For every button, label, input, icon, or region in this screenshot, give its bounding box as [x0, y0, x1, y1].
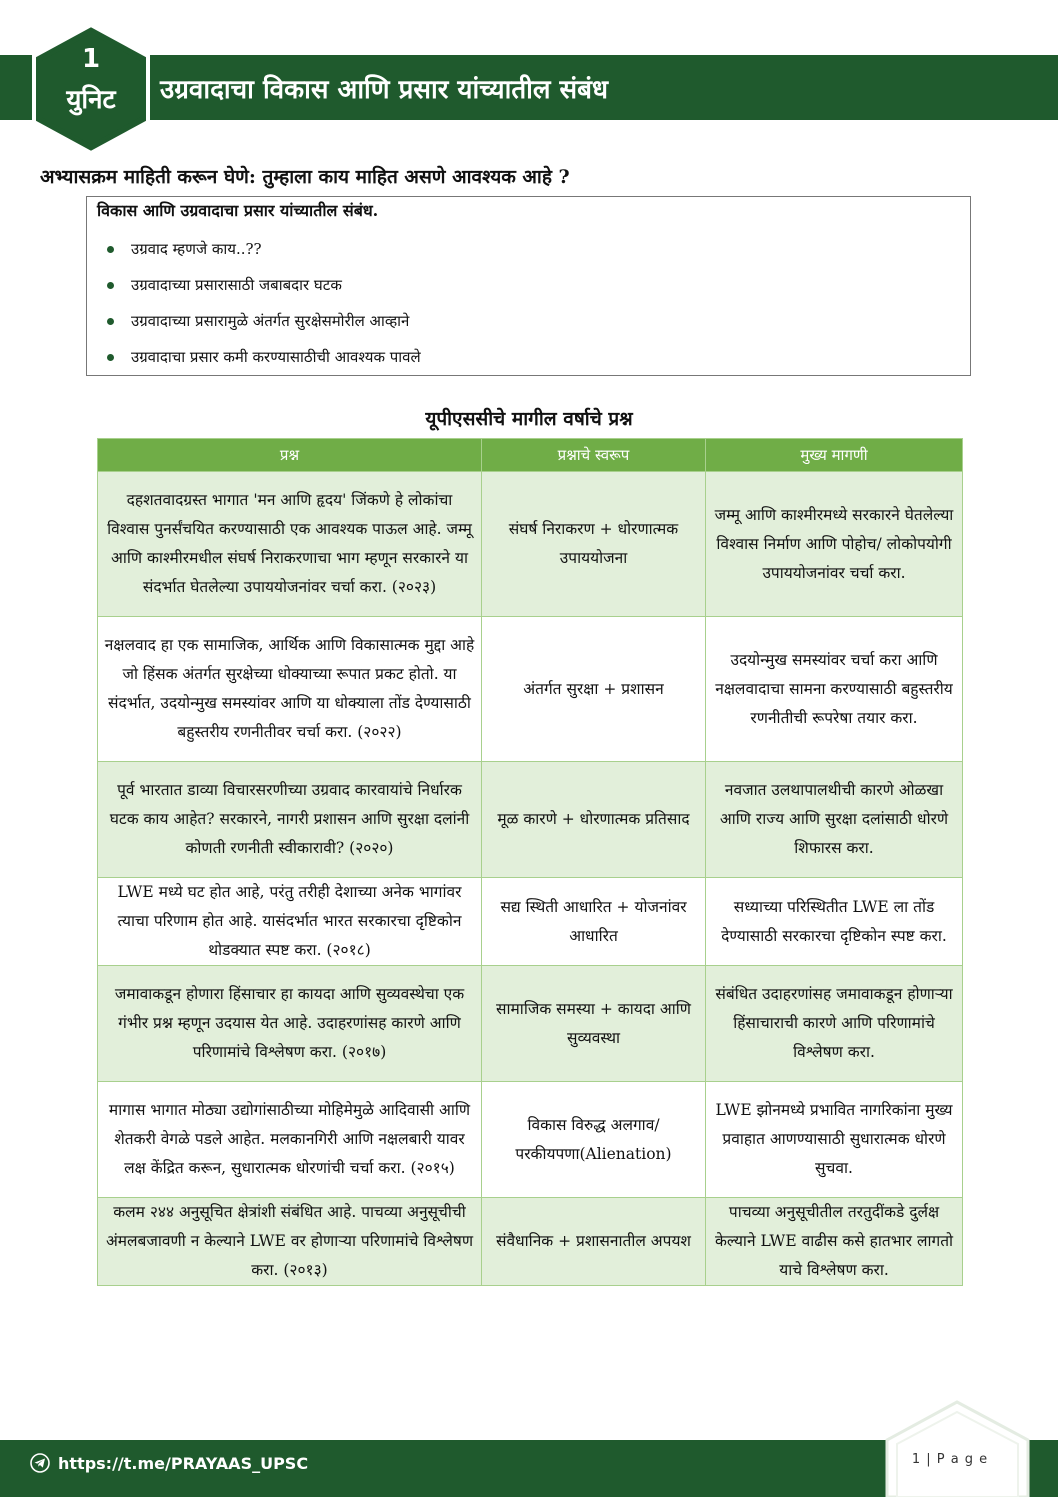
telegram-icon: [30, 1453, 50, 1473]
nature-cell: अंतर्गत सुरक्षा + प्रशासन: [482, 617, 706, 762]
demand-cell: पाचव्या अनुसूचीतील तरतुदींकडे दुर्लक्ष केल्याने LWE वाढीस कसे हातभार लागतो याचे विश्लेषण करा.: [706, 1198, 963, 1286]
topic-text: उग्रवादाच्या प्रसारासाठी जबाबदार घटक: [131, 276, 342, 294]
nature-cell: संवैधानिक + प्रशासनातील अपयश: [482, 1198, 706, 1286]
syllabus-box: [86, 196, 971, 376]
unit-label: युनिट: [66, 85, 116, 115]
syllabus-subheading: विकास आणि उग्रवादाचा प्रसार यांच्यातील संबंध.: [97, 201, 379, 220]
list-item: [107, 231, 421, 267]
nature-cell: सद्य स्थिती आधारित + योजनांवर आधारित: [482, 878, 706, 966]
demand-cell: जम्मू आणि काश्मीरमध्ये सरकारने घेतलेल्या विश्वास निर्माण आणि पोहोच/ लोकोपयोगी उपाययोजनांवर चर्चा करा.: [706, 472, 963, 617]
table-row: [98, 472, 963, 617]
telegram-link[interactable]: [30, 1453, 308, 1473]
topic-text: उग्रवादाचा प्रसार कमी करण्यासाठीची आवश्यक पावले: [131, 348, 421, 366]
demand-cell: LWE झोनमध्ये प्रभावित नागरिकांना मुख्य प्रवाहात आणण्यासाठी सुधारात्मक धोरणे सुचवा.: [706, 1082, 963, 1198]
list-item: [107, 303, 421, 339]
demand-cell: उदयोन्मुख समस्यांवर चर्चा करा आणि नक्षलवादाचा सामना करण्यासाठी बहुस्तरीय रणनीतीची रूपरेषा तयार करा.: [706, 617, 963, 762]
syllabus-heading: अभ्यासक्रम माहिती करून घेणे: तुम्हाला काय माहित असणे आवश्यक आहे ?: [40, 166, 570, 188]
unit-number: 1: [81, 44, 101, 74]
nature-cell: मूळ कारणे + धोरणात्मक प्रतिसाद: [482, 762, 706, 878]
demand-cell: सध्याच्या परिस्थितीत LWE ला तोंड देण्यासाठी सरकारचा दृष्टिकोन स्पष्ट करा.: [706, 878, 963, 966]
question-cell: मागास भागात मोठ्या उद्योगांसाठीच्या मोहिमेमुळे आदिवासी आणि शेतकरी वेगळे पडले आहेत. मलकानगिरी आणि नक्षलबारी यावर लक्ष केंद्रित करून, सुधारात्मक धोरणांची चर्चा करा. (२०१५): [98, 1082, 482, 1198]
question-cell: नक्षलवाद हा एक सामाजिक, आर्थिक आणि विकासात्मक मुद्दा आहे जो हिंसक अंतर्गत सुरक्षेच्या धोक्याच्या रूपात प्रकट होतो. या संदर्भात, उदयोन्मुख समस्यांवर आणि या धोक्याला तोंड देण्यासाठी बहुस्तरीय रणनीतीवर चर्चा करा. (२०२२): [98, 617, 482, 762]
table-row: [98, 1198, 963, 1286]
demand-cell: संबंधित उदाहरणांसह जमावाकडून होणाऱ्या हिंसाचाराची कारणे आणि परिणामांचे विश्लेषण करा.: [706, 966, 963, 1082]
topic-list: [107, 231, 421, 375]
bullet-icon: [107, 354, 114, 361]
nature-cell: विकास विरुद्ध अलगाव/ परकीयपणा(Alienation): [482, 1082, 706, 1198]
table-row: [98, 966, 963, 1082]
table-row: [98, 617, 963, 762]
table-row: [98, 878, 963, 966]
column-header-question: प्रश्न: [98, 439, 482, 472]
chapter-title: उग्रवादाचा विकास आणि प्रसार यांच्यातील संबंध: [160, 75, 608, 105]
question-cell: दहशतवादग्रस्त भागात 'मन आणि हृदय' जिंकणे हे लोकांचा विश्वास पुनर्संचयित करण्यासाठी एक आवश्यक पाऊल आहे. जम्मू आणि काश्मीरमधील संघर्ष निराकरणाचा भाग म्हणून सरकारने या संदर्भात घेतलेल्या उपाययोजनांवर चर्चा करा. (२०२३): [98, 472, 482, 617]
page-number-house: [885, 1400, 1030, 1497]
column-header-demand: मुख्य मागणी: [706, 439, 963, 472]
telegram-url[interactable]: https://t.me/PRAYAAS_UPSC: [58, 1453, 309, 1473]
list-item: [107, 339, 421, 375]
topic-text: उग्रवादाच्या प्रसारामुळे अंतर्गत सुरक्षेसमोरील आव्हाने: [131, 312, 410, 330]
bullet-icon: [107, 282, 114, 289]
pyq-title: यूपीएससीचे मागील वर्षाचे प्रश्न: [425, 408, 633, 430]
list-item: [107, 267, 421, 303]
question-cell: LWE मध्ये घट होत आहे, परंतु तरीही देशाच्या अनेक भागांवर त्याचा परिणाम होत आहे. यासंदर्भात भारत सरकारचा दृष्टिकोन थोडक्यात स्पष्ट करा. (२०१८): [98, 878, 482, 966]
bullet-icon: [107, 246, 114, 253]
question-cell: जमावाकडून होणारा हिंसाचार हा कायदा आणि सुव्यवस्थेचा एक गंभीर प्रश्न म्हणून उदयास येत आहे. उदाहरणांसह कारणे आणि परिणामांचे विश्लेषण करा. (२०१७): [98, 966, 482, 1082]
nature-cell: संघर्ष निराकरण + धोरणात्मक उपाययोजना: [482, 472, 706, 617]
table-header-row: [98, 439, 963, 472]
table-row: [98, 762, 963, 878]
question-cell: कलम २४४ अनुसूचित क्षेत्रांशी संबंधित आहे. पाचव्या अनुसूचीची अंमलबजावणी न केल्याने LWE वर होणाऱ्या परिणामांचे विश्लेषण करा. (२०१३): [98, 1198, 482, 1286]
column-header-nature: प्रश्नाचे स्वरूप: [482, 439, 706, 472]
nature-cell: सामाजिक समस्या + कायदा आणि सुव्यवस्था: [482, 966, 706, 1082]
table-row: [98, 1082, 963, 1198]
pyq-table: [97, 438, 963, 1286]
demand-cell: नवजात उलथापालथीची कारणे ओळखा आणि राज्य आणि सुरक्षा दलांसाठी धोरणे शिफारस करा.: [706, 762, 963, 878]
question-cell: पूर्व भारतात डाव्या विचारसरणीच्या उग्रवाद कारवायांचे निर्धारक घटक काय आहेत? सरकारने, नागरी प्रशासन आणि सुरक्षा दलांनी कोणती रणनीती स्वीकारावी? (२०२०): [98, 762, 482, 878]
topic-text: उग्रवाद म्हणजे काय..??: [131, 240, 262, 258]
page-number: 1 | P a g e: [911, 1452, 989, 1467]
bullet-icon: [107, 318, 114, 325]
